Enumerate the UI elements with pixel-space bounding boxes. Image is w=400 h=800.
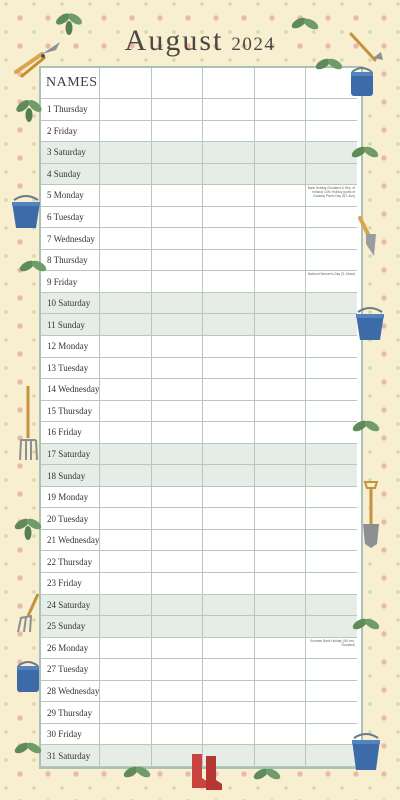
- entry-cell[interactable]: [100, 702, 152, 724]
- entry-cell[interactable]: [100, 293, 152, 315]
- entry-cell[interactable]: [203, 530, 255, 552]
- entry-cell[interactable]: [203, 121, 255, 143]
- entry-cell[interactable]: [203, 293, 255, 315]
- day-label: 27 Tuesday: [41, 659, 100, 681]
- entry-cell[interactable]: [203, 487, 255, 509]
- day-label: 18 Sunday: [41, 465, 100, 487]
- entry-cell[interactable]: [306, 379, 357, 401]
- day-label: 30 Friday: [41, 724, 100, 746]
- day-label: 14 Wednesday: [41, 379, 100, 401]
- entry-cell[interactable]: [306, 573, 357, 595]
- entry-cell[interactable]: [306, 530, 357, 552]
- trowel-icon: [354, 214, 384, 260]
- entry-cell[interactable]: [255, 293, 306, 315]
- entry-cell[interactable]: [255, 444, 306, 466]
- entry-cell[interactable]: [203, 573, 255, 595]
- entry-cell[interactable]: [203, 314, 255, 336]
- entry-cell[interactable]: [152, 702, 203, 724]
- entry-cell[interactable]: [100, 638, 152, 660]
- entry-cell[interactable]: [203, 465, 255, 487]
- entry-cell[interactable]: [306, 444, 357, 466]
- entry-cell[interactable]: [255, 314, 306, 336]
- entry-cell[interactable]: [203, 724, 255, 746]
- entry-cell[interactable]: [255, 573, 306, 595]
- entry-cell[interactable]: [152, 444, 203, 466]
- entry-cell[interactable]: [255, 508, 306, 530]
- entry-cell[interactable]: [100, 314, 152, 336]
- entry-cell[interactable]: [306, 465, 357, 487]
- entry-cell[interactable]: [100, 530, 152, 552]
- hand-pruner-icon: [12, 38, 64, 78]
- entry-cell[interactable]: [255, 379, 306, 401]
- entry-cell[interactable]: [100, 121, 152, 143]
- rain-boots-icon: [186, 752, 226, 792]
- entry-cell[interactable]: [152, 681, 203, 703]
- leaf-icon: [122, 760, 152, 786]
- day-label: 13 Tuesday: [41, 358, 100, 380]
- leaf-icon: [350, 140, 380, 166]
- entry-cell[interactable]: [100, 465, 152, 487]
- hoe-icon: [345, 30, 385, 66]
- entry-cell[interactable]: [306, 314, 357, 336]
- bucket-icon: [348, 730, 384, 774]
- name-column-header[interactable]: [203, 68, 255, 99]
- day-label: 26 Monday: [41, 638, 100, 660]
- leaf-icon: [252, 762, 282, 788]
- entry-cell[interactable]: [203, 422, 255, 444]
- entry-cell[interactable]: [152, 121, 203, 143]
- entry-cell[interactable]: [255, 121, 306, 143]
- entry-cell[interactable]: [306, 99, 357, 121]
- entry-cell[interactable]: [152, 207, 203, 229]
- entry-cell[interactable]: [100, 401, 152, 423]
- entry-cell[interactable]: [152, 724, 203, 746]
- entry-cell[interactable]: [100, 336, 152, 358]
- day-label: 31 Saturday: [41, 745, 100, 767]
- entry-cell[interactable]: [203, 185, 255, 207]
- entry-cell[interactable]: [255, 99, 306, 121]
- entry-cell[interactable]: [100, 444, 152, 466]
- entry-cell[interactable]: [100, 379, 152, 401]
- entry-cell[interactable]: [306, 293, 357, 315]
- entry-cell[interactable]: [306, 358, 357, 380]
- garden-fork-icon: [14, 592, 42, 636]
- day-label: 6 Tuesday: [41, 207, 100, 229]
- day-label: 8 Thursday: [41, 250, 100, 272]
- entry-cell[interactable]: [255, 724, 306, 746]
- entry-cell[interactable]: [306, 250, 357, 272]
- entry-cell[interactable]: [152, 228, 203, 250]
- day-label: 29 Thursday: [41, 702, 100, 724]
- day-label: 21 Wednesday: [41, 530, 100, 552]
- entry-cell[interactable]: [152, 465, 203, 487]
- watering-can-icon: [348, 62, 376, 100]
- entry-cell[interactable]: [306, 659, 357, 681]
- day-label: 12 Monday: [41, 336, 100, 358]
- entry-cell[interactable]: [152, 487, 203, 509]
- entry-cell[interactable]: [255, 164, 306, 186]
- entry-cell[interactable]: [203, 207, 255, 229]
- entry-cell[interactable]: [100, 228, 152, 250]
- bucket-icon: [6, 192, 46, 232]
- entry-cell[interactable]: [100, 164, 152, 186]
- entry-cell[interactable]: [255, 595, 306, 617]
- entry-cell[interactable]: [306, 164, 357, 186]
- entry-cell[interactable]: [306, 336, 357, 358]
- entry-cell[interactable]: [203, 595, 255, 617]
- entry-cell[interactable]: [152, 250, 203, 272]
- leaf-icon: [12, 512, 44, 542]
- entry-cell[interactable]: [203, 444, 255, 466]
- leaf-icon: [14, 96, 44, 124]
- entry-cell[interactable]: [100, 250, 152, 272]
- entry-cell[interactable]: [255, 250, 306, 272]
- entry-cell[interactable]: [203, 271, 255, 293]
- entry-cell[interactable]: [100, 142, 152, 164]
- entry-cell[interactable]: [152, 293, 203, 315]
- name-column-header[interactable]: [100, 68, 152, 99]
- entry-cell[interactable]: [255, 465, 306, 487]
- entry-cell[interactable]: [152, 595, 203, 617]
- entry-cell[interactable]: [255, 681, 306, 703]
- entry-cell[interactable]: [255, 638, 306, 660]
- entry-cell[interactable]: [306, 271, 357, 293]
- entry-cell[interactable]: [255, 530, 306, 552]
- leaf-icon: [290, 14, 320, 38]
- entry-cell[interactable]: [100, 551, 152, 573]
- entry-cell[interactable]: [100, 681, 152, 703]
- entry-cell[interactable]: [255, 551, 306, 573]
- entry-cell[interactable]: [152, 659, 203, 681]
- day-label: 9 Friday: [41, 271, 100, 293]
- entry-cell[interactable]: [100, 616, 152, 638]
- entry-cell[interactable]: [152, 99, 203, 121]
- entry-cell[interactable]: [152, 314, 203, 336]
- entry-cell[interactable]: [255, 207, 306, 229]
- entry-cell[interactable]: [203, 379, 255, 401]
- entry-cell[interactable]: [306, 185, 357, 207]
- names-header: NAMES: [41, 68, 100, 99]
- entry-cell[interactable]: [306, 207, 357, 229]
- leaf-icon: [54, 10, 84, 36]
- spade-icon: [358, 478, 384, 550]
- entry-cell[interactable]: [306, 228, 357, 250]
- name-column-header[interactable]: [152, 68, 203, 99]
- entry-cell[interactable]: [152, 530, 203, 552]
- garden-fork-icon: [14, 382, 44, 464]
- day-label: 10 Saturday: [41, 293, 100, 315]
- entry-cell[interactable]: [203, 659, 255, 681]
- entry-cell[interactable]: [203, 164, 255, 186]
- entry-cell[interactable]: [152, 185, 203, 207]
- day-label: 1 Thursday: [41, 99, 100, 121]
- day-label: 7 Wednesday: [41, 228, 100, 250]
- year-title: 2024: [231, 34, 276, 55]
- entry-cell[interactable]: [152, 616, 203, 638]
- entry-cell[interactable]: [255, 659, 306, 681]
- leaf-icon: [314, 52, 344, 78]
- entry-cell[interactable]: [152, 508, 203, 530]
- entry-cell[interactable]: [152, 358, 203, 380]
- entry-cell[interactable]: [100, 659, 152, 681]
- entry-cell[interactable]: [306, 551, 357, 573]
- entry-cell[interactable]: [203, 616, 255, 638]
- day-label: 23 Friday: [41, 573, 100, 595]
- entry-cell[interactable]: [255, 616, 306, 638]
- day-label: 17 Saturday: [41, 444, 100, 466]
- day-label: 24 Saturday: [41, 595, 100, 617]
- leaf-icon: [350, 612, 382, 638]
- entry-cell[interactable]: [203, 702, 255, 724]
- entry-cell[interactable]: [152, 164, 203, 186]
- entry-cell[interactable]: [255, 185, 306, 207]
- entry-cell[interactable]: [203, 638, 255, 660]
- day-label: 15 Thursday: [41, 401, 100, 423]
- day-label: 28 Wednesday: [41, 681, 100, 703]
- entry-cell[interactable]: [203, 551, 255, 573]
- entry-cell[interactable]: [203, 681, 255, 703]
- entry-cell[interactable]: [100, 508, 152, 530]
- entry-cell[interactable]: [203, 228, 255, 250]
- entry-cell[interactable]: [255, 142, 306, 164]
- entry-cell[interactable]: [100, 422, 152, 444]
- entry-cell[interactable]: [152, 336, 203, 358]
- entry-cell[interactable]: [100, 271, 152, 293]
- entry-cell[interactable]: [152, 271, 203, 293]
- entry-cell[interactable]: [152, 401, 203, 423]
- entry-cell[interactable]: [255, 487, 306, 509]
- month-title: August: [124, 24, 224, 57]
- day-label: 16 Friday: [41, 422, 100, 444]
- leaf-icon: [12, 736, 44, 766]
- entry-cell[interactable]: [306, 681, 357, 703]
- day-label: 5 Monday: [41, 185, 100, 207]
- entry-cell[interactable]: [152, 379, 203, 401]
- entry-cell[interactable]: [152, 638, 203, 660]
- day-label: 19 Monday: [41, 487, 100, 509]
- day-label: 11 Sunday: [41, 314, 100, 336]
- watering-can-icon: [14, 656, 42, 696]
- entry-cell[interactable]: [203, 401, 255, 423]
- entry-cell[interactable]: [100, 573, 152, 595]
- leaf-icon: [350, 414, 382, 440]
- leaf-icon: [18, 254, 48, 280]
- day-label: 4 Sunday: [41, 164, 100, 186]
- entry-cell[interactable]: [203, 142, 255, 164]
- day-label: 22 Thursday: [41, 551, 100, 573]
- entry-cell[interactable]: [152, 551, 203, 573]
- entry-cell[interactable]: [255, 422, 306, 444]
- entry-cell[interactable]: [100, 487, 152, 509]
- entry-cell[interactable]: [152, 142, 203, 164]
- day-label: 3 Saturday: [41, 142, 100, 164]
- bucket-icon: [352, 304, 388, 344]
- entry-cell[interactable]: [100, 358, 152, 380]
- entry-cell[interactable]: [255, 336, 306, 358]
- day-label: 2 Friday: [41, 121, 100, 143]
- entry-cell[interactable]: [255, 358, 306, 380]
- family-planner-grid: [39, 66, 363, 769]
- entry-cell[interactable]: [152, 422, 203, 444]
- entry-cell[interactable]: [100, 99, 152, 121]
- holiday-note: Summer Bank Holiday (UK exc. Scotland): [310, 638, 355, 647]
- entry-cell[interactable]: [100, 595, 152, 617]
- entry-cell[interactable]: [203, 358, 255, 380]
- entry-cell[interactable]: [152, 573, 203, 595]
- entry-cell[interactable]: [306, 121, 357, 143]
- entry-cell[interactable]: [255, 702, 306, 724]
- holiday-note: National Women's Day (S. Africa): [307, 272, 355, 277]
- entry-cell[interactable]: [255, 401, 306, 423]
- holiday-note: Bank Holiday (Scotland & Rep. of Ireland) Civic Holiday (parts of Canada) Picnic Day (NT, Aus): [307, 186, 355, 199]
- entry-cell[interactable]: [203, 250, 255, 272]
- entry-cell[interactable]: [306, 638, 357, 660]
- name-column-header[interactable]: [255, 68, 306, 99]
- day-label: 25 Sunday: [41, 616, 100, 638]
- entry-cell[interactable]: [100, 207, 152, 229]
- entry-cell[interactable]: [306, 487, 357, 509]
- entry-cell[interactable]: [203, 336, 255, 358]
- entry-cell[interactable]: [100, 185, 152, 207]
- entry-cell[interactable]: [203, 99, 255, 121]
- entry-cell[interactable]: [255, 228, 306, 250]
- entry-cell[interactable]: [306, 508, 357, 530]
- day-label: 20 Tuesday: [41, 508, 100, 530]
- entry-cell[interactable]: [306, 702, 357, 724]
- entry-cell[interactable]: [100, 724, 152, 746]
- entry-cell[interactable]: [203, 508, 255, 530]
- entry-cell[interactable]: [255, 271, 306, 293]
